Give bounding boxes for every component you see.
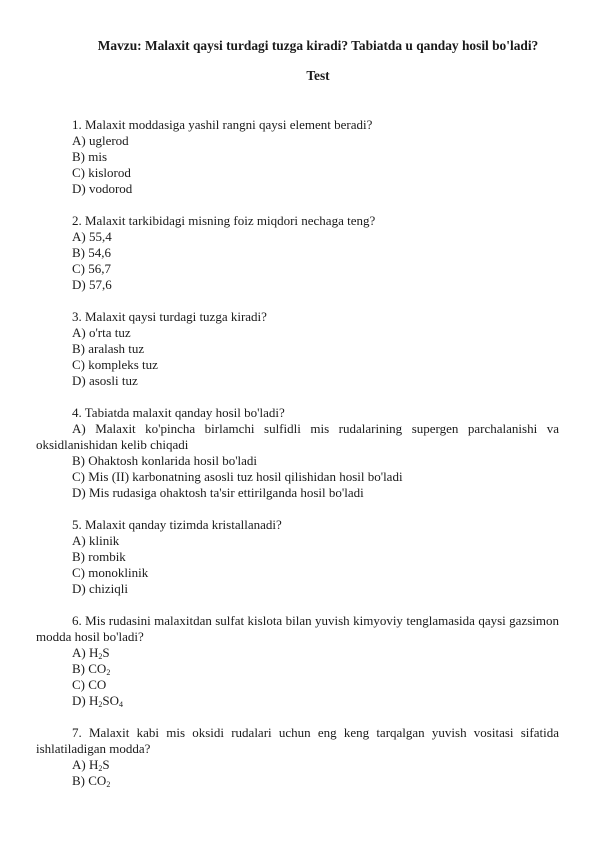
answer-option: C) kompleks tuz	[72, 357, 158, 372]
question-4	[36, 405, 559, 501]
question-5	[36, 517, 559, 597]
option-subscript: 2	[98, 764, 103, 773]
answer-option: A) 55,4	[72, 229, 112, 244]
question-text: 5. Malaxit qanday tizimda kristallanadi?	[72, 517, 282, 532]
answer-option	[36, 693, 559, 709]
answer-option	[36, 677, 559, 693]
option-prefix: A) H	[72, 645, 99, 660]
answer-option	[36, 773, 559, 789]
question-text: 1. Malaxit moddasiga yashil rangni qaysi element beradi?	[72, 117, 373, 132]
option-prefix: C) CO	[72, 677, 107, 692]
option-subscript: 2	[106, 668, 111, 677]
option-rest: S	[102, 645, 110, 660]
answer-option: C) Mis (II) karbonatning asosli tuz hosil qilishidan hosil bo'ladi	[72, 469, 403, 484]
question-2	[36, 213, 559, 293]
option-subscript: 4	[118, 700, 123, 709]
question-7	[36, 725, 559, 789]
option-subscript: 2	[98, 700, 103, 709]
question-6	[36, 613, 559, 709]
option-prefix: B) CO	[72, 773, 107, 788]
answer-option: B) mis	[72, 149, 108, 164]
answer-option: D) vodorod	[72, 181, 133, 196]
answer-option: B) 54,6	[72, 245, 111, 260]
question-text: 3. Malaxit qaysi turdagi tuzga kiradi?	[72, 309, 267, 324]
answer-option: A) uglerod	[72, 133, 129, 148]
answer-option: A) klinik	[72, 533, 120, 548]
answer-option: A) o'rta tuz	[72, 325, 131, 340]
question-text: 7. Malaxit kabi mis oksidi rudalari uchun eng keng tarqalgan yuvish vositasi sifatida ishlatiladigan modda?	[36, 725, 559, 756]
answer-option: B) Ohaktosh konlarida hosil bo'ladi	[72, 453, 258, 468]
answer-option: C) kislorod	[72, 165, 131, 180]
answer-option	[36, 645, 559, 661]
answer-option	[36, 661, 559, 677]
option-rest: SO	[102, 693, 119, 708]
answer-option: B) aralash tuz	[72, 341, 145, 356]
answer-option: A) Malaxit ko'pincha birlamchi sulfidli mis rudalarining supergen parchalanishi va oksidlanishidan kelib chiqadi	[36, 421, 559, 452]
answer-option: D) asosli tuz	[72, 373, 138, 388]
option-subscript: 2	[98, 652, 103, 661]
option-prefix: A) H	[72, 757, 99, 772]
answer-option: D) 57,6	[72, 277, 112, 292]
question-list	[36, 117, 559, 789]
answer-option: D) chiziqli	[72, 581, 128, 596]
answer-option: C) monoklinik	[72, 565, 149, 580]
answer-option: B) rombik	[72, 549, 126, 564]
page-title: Mavzu: Malaxit qaysi turdagi tuzga kiradi? Tabiatda u qanday hosil bo'ladi?	[97, 38, 539, 53]
question-text: 6. Mis rudasini malaxitdan sulfat kislota bilan yuvish kimyoviy tenglamasida qaysi gazsimon modda hosil bo'ladi?	[36, 613, 559, 644]
answer-option: C) 56,7	[72, 261, 111, 276]
answer-option: D) Mis rudasiga ohaktosh ta'sir ettirilganda hosil bo'ladi	[72, 485, 364, 500]
question-1	[36, 117, 559, 197]
question-text: 4. Tabiatda malaxit qanday hosil bo'ladi?	[72, 405, 285, 420]
option-subscript: 2	[106, 780, 111, 789]
answer-option	[36, 757, 559, 773]
option-prefix: B) CO	[72, 661, 107, 676]
question-3	[36, 309, 559, 389]
page-subtitle: Test	[306, 68, 330, 83]
question-text: 2. Malaxit tarkibidagi misning foiz miqdori nechaga teng?	[72, 213, 376, 228]
option-rest: S	[102, 757, 110, 772]
option-prefix: D) H	[72, 693, 99, 708]
